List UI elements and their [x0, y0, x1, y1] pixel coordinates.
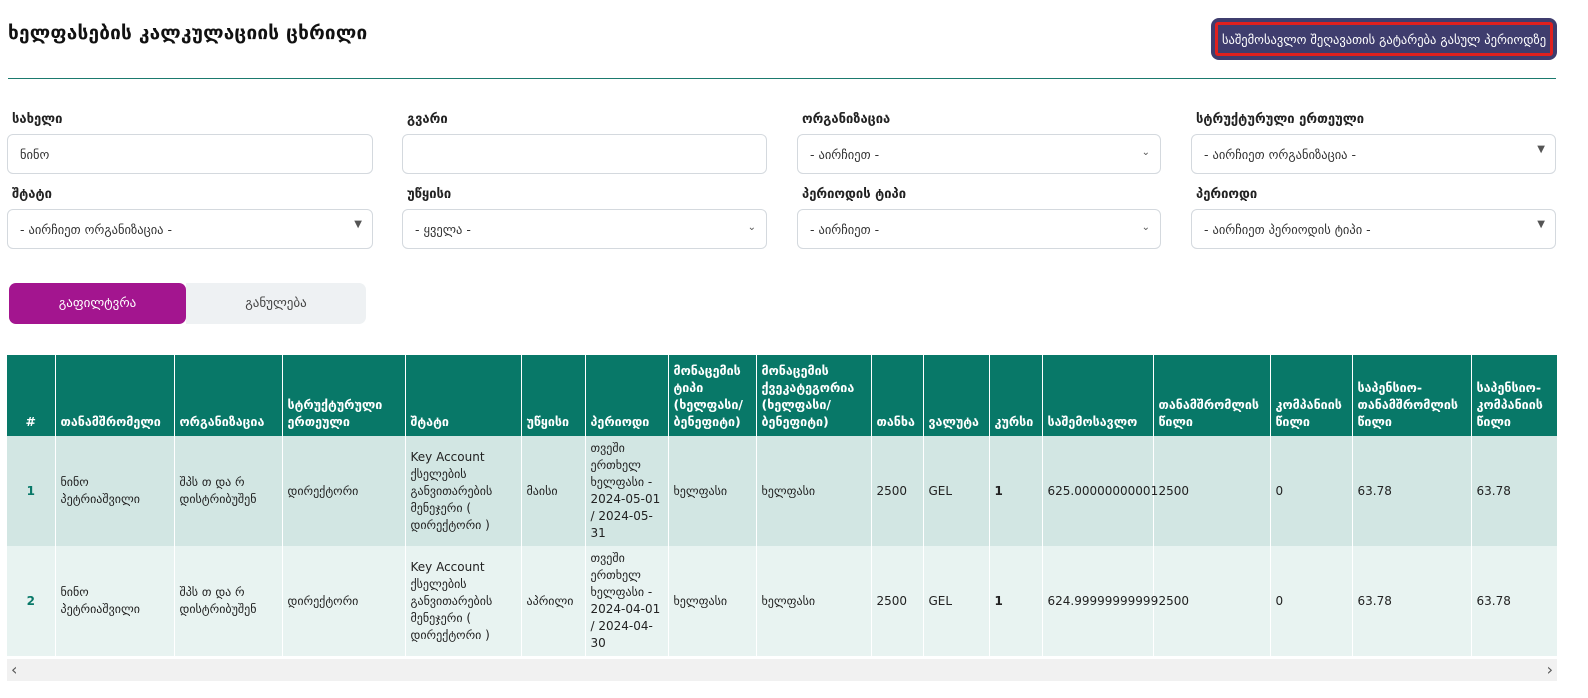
column-header[interactable]: უწყისი: [521, 355, 585, 436]
amount-cell: 2500: [871, 546, 923, 656]
month-cell: მაისი: [521, 436, 585, 546]
column-header[interactable]: საპენსიო- კომპანიის წილი: [1471, 355, 1557, 436]
column-header[interactable]: საშემოსავლო: [1042, 355, 1153, 436]
period-type-select[interactable]: [797, 209, 1161, 249]
data-subcategory-cell: ხელფასი: [756, 436, 871, 546]
column-header[interactable]: პერიოდი: [585, 355, 668, 436]
period-select[interactable]: [1191, 209, 1556, 249]
scroll-right-icon[interactable]: ›: [1546, 660, 1553, 679]
period-cell: თვეში ერთხელ ხელფასი - 2024-04-01 / 2024-04-30: [585, 546, 668, 656]
column-header[interactable]: ვალუტა: [923, 355, 989, 436]
income-tax-cell: 625.00000000001: [1042, 436, 1153, 546]
rate-cell: 1: [989, 546, 1042, 656]
pension-company-share-cell: 63.78: [1471, 436, 1557, 546]
month-cell: აპრილი: [521, 546, 585, 656]
company-share-cell: 0: [1270, 546, 1352, 656]
chevron-down-icon: ⌄: [747, 222, 756, 233]
pension-company-share-cell: 63.78: [1471, 546, 1557, 656]
salary-table: [7, 355, 1557, 656]
income-tax-cell: 624.99999999999: [1042, 546, 1153, 656]
employee-cell: ნინო პეტრიაშვილი: [55, 546, 174, 656]
period-type-label: პერიოდის ტიპი: [802, 187, 907, 202]
currency-cell: GEL: [923, 546, 989, 656]
staff-cell: Key Account ქსელების განვითარების მენეჯერი ( დირექტორი ): [405, 546, 521, 656]
organization-cell: შპს თ და რ დისტრიბუშენ: [174, 436, 282, 546]
caret-down-icon: ▼: [1537, 144, 1545, 155]
employee-share-cell: 2500: [1153, 436, 1270, 546]
scroll-left-icon[interactable]: ‹: [11, 660, 18, 679]
name-label: სახელი: [12, 112, 63, 127]
period-select-value: - აირჩიეთ პერიოდის ტიპი -: [1204, 221, 1371, 237]
structural-unit-cell: დირექტორი: [282, 546, 405, 656]
period-cell: თვეში ერთხელ ხელფასი - 2024-05-01 / 2024-05-31: [585, 436, 668, 546]
organization-cell: შპს თ და რ დისტრიბუშენ: [174, 546, 282, 656]
caret-down-icon: ▼: [354, 219, 362, 230]
structural-unit-select[interactable]: [1191, 134, 1556, 174]
structural-unit-label: სტრუქტურული ერთეული: [1196, 112, 1365, 127]
name-input-value: ნინო: [20, 146, 50, 162]
employee-share-cell: 2500: [1153, 546, 1270, 656]
surname-input[interactable]: [402, 134, 767, 174]
month-select[interactable]: [402, 209, 767, 249]
name-input[interactable]: [7, 134, 373, 174]
column-header[interactable]: #: [7, 355, 55, 436]
surname-label: გვარი: [407, 112, 448, 127]
data-type-cell: ხელფასი: [668, 546, 756, 656]
data-type-cell: ხელფასი: [668, 436, 756, 546]
salary-table-container: [7, 355, 1557, 650]
column-header[interactable]: ორგანიზაცია: [174, 355, 282, 436]
column-header[interactable]: კურსი: [989, 355, 1042, 436]
column-header[interactable]: თანამშრომელი: [55, 355, 174, 436]
structural-unit-cell: დირექტორი: [282, 436, 405, 546]
data-subcategory-cell: ხელფასი: [756, 546, 871, 656]
chevron-down-icon: ⌄: [1141, 147, 1150, 158]
column-header[interactable]: მონაცემის ტიპი (ხელფასი/ ბენეფიტი): [668, 355, 756, 436]
chevron-down-icon: ⌄: [1141, 222, 1150, 233]
currency-cell: GEL: [923, 436, 989, 546]
column-header[interactable]: თანამშრომლის წილი: [1153, 355, 1270, 436]
table-row[interactable]: [7, 436, 1557, 546]
row-index: 2: [7, 546, 55, 656]
period-label: პერიოდი: [1196, 187, 1258, 202]
table-header-row: [7, 355, 1557, 436]
column-header[interactable]: შტატი: [405, 355, 521, 436]
column-header[interactable]: კომპანიის წილი: [1270, 355, 1352, 436]
pension-employee-share-cell: 63.78: [1352, 436, 1471, 546]
table-row[interactable]: [7, 546, 1557, 656]
staff-select[interactable]: [7, 209, 373, 249]
staff-select-value: - აირჩიეთ ორგანიზაცია -: [20, 221, 173, 237]
caret-down-icon: ▼: [1537, 219, 1545, 230]
month-label: უწყისი: [407, 187, 452, 202]
pension-employee-share-cell: 63.78: [1352, 546, 1471, 656]
apply-tax-relief-past-period-button[interactable]: [1211, 18, 1557, 60]
column-header[interactable]: თანხა: [871, 355, 923, 436]
column-header[interactable]: სტრუქტურული ერთეული: [282, 355, 405, 436]
staff-cell: Key Account ქსელების განვითარების მენეჯერი ( დირექტორი ): [405, 436, 521, 546]
organization-label: ორგანიზაცია: [802, 112, 891, 127]
company-share-cell: 0: [1270, 436, 1352, 546]
header-divider: [8, 78, 1556, 79]
reset-button[interactable]: განულება: [186, 283, 366, 324]
period-type-select-value: - აირჩიეთ -: [810, 221, 880, 237]
rate-cell: 1: [989, 436, 1042, 546]
amount-cell: 2500: [871, 436, 923, 546]
organization-select[interactable]: [797, 134, 1161, 174]
staff-label: შტატი: [12, 187, 52, 202]
filter-button[interactable]: გაფილტვრა: [9, 283, 186, 324]
column-header[interactable]: საპენსიო- თანამშრომლის წილი: [1352, 355, 1471, 436]
row-index: 1: [7, 436, 55, 546]
top-action-label: საშემოსავლო შეღავათის გატარება გასულ პერიოდზე: [1215, 22, 1553, 56]
structural-unit-select-value: - აირჩიეთ ორგანიზაცია -: [1204, 146, 1357, 162]
employee-cell: ნინო პეტრიაშვილი: [55, 436, 174, 546]
page-title: ხელფასების კალკულაციის ცხრილი: [8, 22, 368, 44]
month-select-value: - ყველა -: [415, 221, 471, 237]
column-header[interactable]: მონაცემის ქვეკატეგორია (ხელფასი/ ბენეფიტი): [756, 355, 871, 436]
organization-select-value: - აირჩიეთ -: [810, 146, 880, 162]
horizontal-scrollbar[interactable]: [7, 659, 1557, 681]
